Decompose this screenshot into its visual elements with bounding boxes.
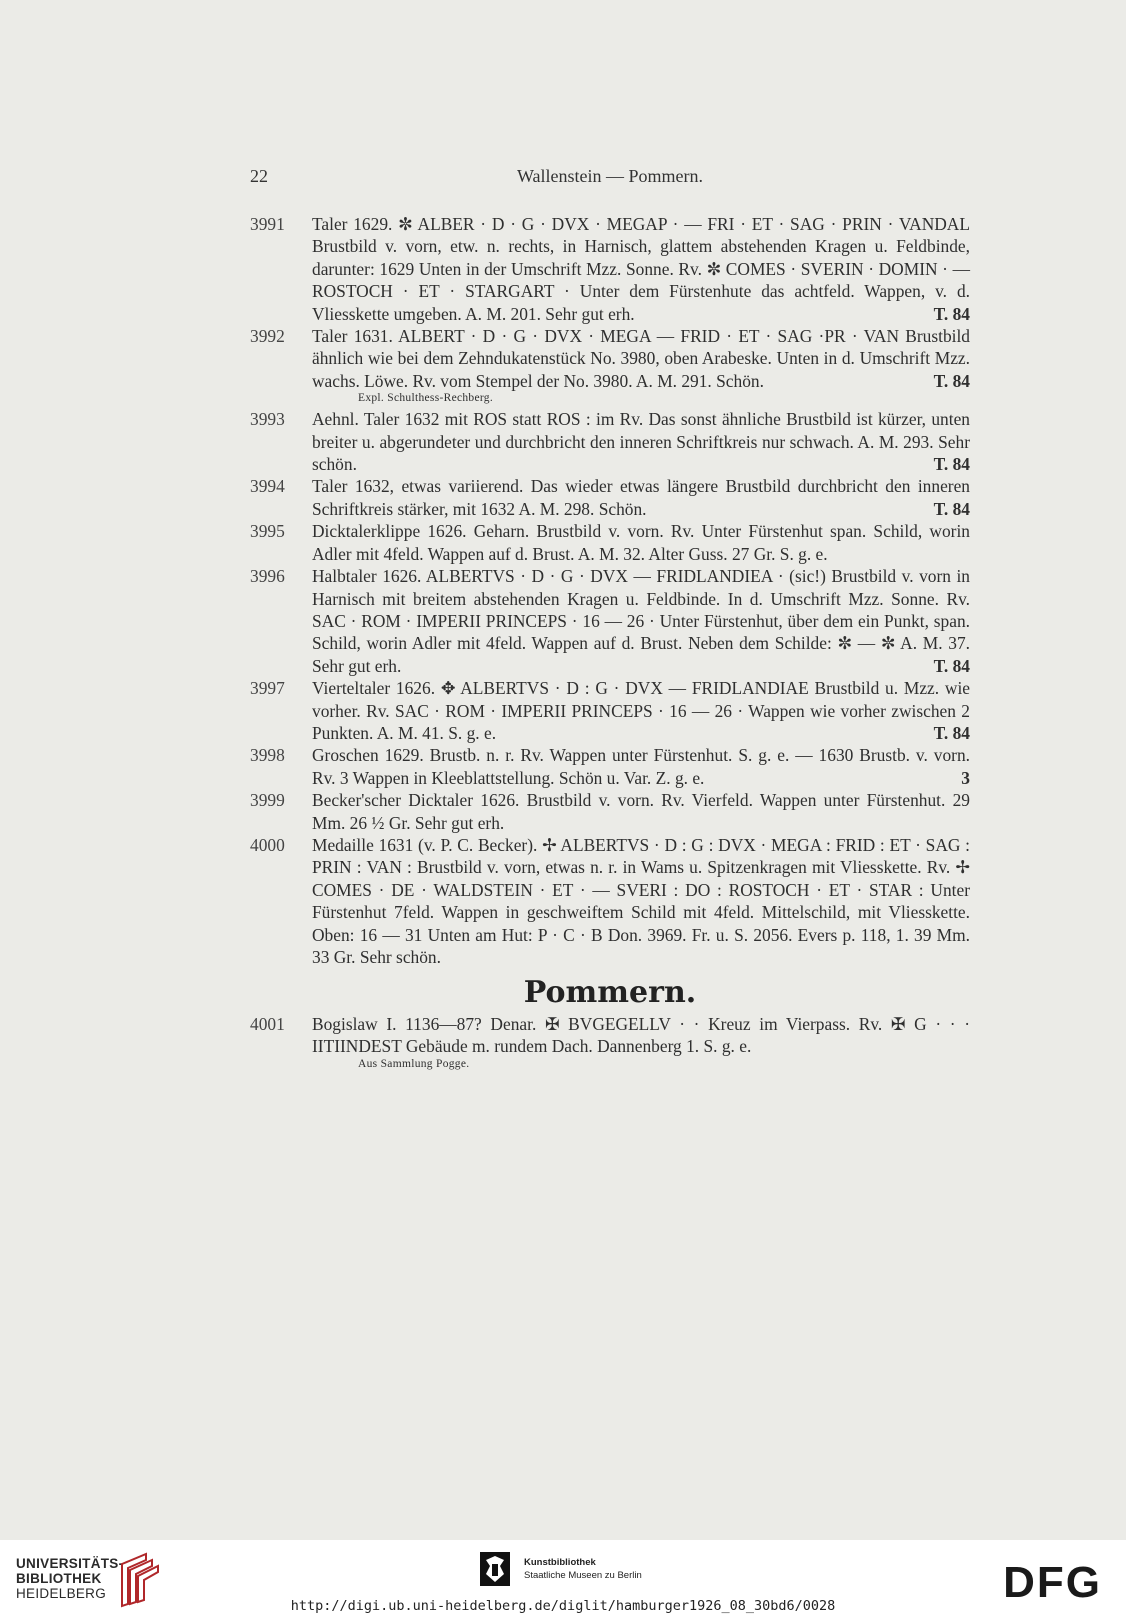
catalog-entry <box>250 677 970 744</box>
catalog-entries <box>250 213 970 1074</box>
catalog-entry <box>250 834 970 968</box>
entry-text: Becker'scher Dicktaler 1626. Brustbild v. vorn. Rv. Vierfeld. Wappen unter Fürstenhut. 29 Mm. 26 ½ Gr. Sehr gut erh. <box>312 790 970 833</box>
pommern-entry-list <box>250 1013 970 1072</box>
entry-description <box>312 744 970 789</box>
catalog-entry <box>250 520 970 565</box>
entry-text: Dicktalerklippe 1626. Geharn. Brustbild v. vorn. Rv. Unter Fürstenhut span. Schild, worin Adler mit 4feld. Wappen auf d. Brust. A. M. 32. Alter Guss. 27 Gr. S. g. e. <box>312 521 970 564</box>
entry-text: Taler 1629. ✼ ALBER · D · G · DVX · MEGAP · — FRI · ET · SAG · PRIN · VANDAL Brustbild v. vorn, etw. n. rechts, in Harnisch, glattem abstehenden Kragen u. Feldbinde, darunter: 1629 Unten in der Umschrift Mzz. Sonne. Rv. ✼ COMES · SVERIN · DOMIN · — ROSTOCH · ET · STARGART · Unter dem Fürstenhute das achtfeld. Wappen, v. d. Vliesskette umgeben. A. M. 201. Sehr gut erh. <box>312 214 970 324</box>
entry-number: 3994 <box>250 476 285 497</box>
entry-number: 3992 <box>250 326 285 347</box>
catalog-entry <box>250 213 970 325</box>
catalog-entry <box>250 744 970 789</box>
kb-line-2: Staatliche Museen zu Berlin <box>524 1570 642 1581</box>
page-number: 22 <box>250 166 268 186</box>
entry-number: 4001 <box>250 1013 285 1034</box>
provenance-note: Aus Sammlung Pogge. <box>358 1057 470 1070</box>
kb-line-1: Kunstbibliothek <box>524 1557 596 1568</box>
entry-number: 3997 <box>250 678 285 699</box>
entry-description <box>312 677 970 744</box>
uni-logo-line-2: BIBLIOTHEK <box>16 1571 102 1586</box>
catalog-entry <box>250 408 970 475</box>
catalog-entry <box>250 1013 970 1072</box>
entry-text: Taler 1632, etwas variierend. Das wieder etwas längere Brustbild durchbricht den inneren Schriftkreis stärker, mit 1632 A. M. 298. Schön. <box>312 476 970 519</box>
dfg-logo[interactable]: DFG <box>1003 1558 1102 1607</box>
entry-description <box>312 565 970 677</box>
plate-reference: T. 84 <box>933 655 970 676</box>
running-title: Wallenstein — Pommern. <box>516 166 704 186</box>
section-heading: Pommern. <box>523 975 697 1011</box>
entry-text: Halbtaler 1626. ALBERTVS · D · G · DVX — FRIDLANDIEA · (sic!) Brustbild v. vorn in Harnisch mit breitem abstehenden Kragen u. Feldbinde. In d. Umschrift Mzz. Sonne. Rv. SAC · ROM · IMPERII PRINCEPS · 16 — 26 · Unter Fürstenhut, über dem ein Punkt, span. Schild, worin Adler mit 4feld. Wappen auf d. Brust. Neben dem Schilde: ✼ — ✼ A. M. 37. Sehr gut erh. <box>312 566 970 676</box>
wallenstein-entry-list <box>250 213 970 968</box>
plate-reference: T. 84 <box>933 370 970 391</box>
entry-description <box>312 325 970 392</box>
entry-description <box>312 475 970 520</box>
entry-description <box>312 789 970 834</box>
kunstbibliothek-text <box>524 1556 642 1582</box>
eagle-icon <box>480 1552 510 1586</box>
entry-number: 4000 <box>250 834 285 855</box>
uni-logo-line-1: UNIVERSITÄTS- <box>16 1556 124 1571</box>
catalog-entry <box>250 475 970 520</box>
catalog-entry <box>250 789 970 834</box>
entry-text: Vierteltaler 1626. ✥ ALBERTVS · D : G · DVX — FRIDLANDIAE Brustbild u. Mzz. wie vorher. Rv. SAC · ROM · IMPERII PRINCEPS · 16 — 26 · Wappen wie vorher zwischen 2 Punkten. A. M. 41. S. g. e. <box>312 678 970 743</box>
entry-number: 3991 <box>250 214 285 234</box>
entry-number: 3999 <box>250 790 285 811</box>
entry-description <box>312 408 970 475</box>
plate-reference: T. 84 <box>933 303 970 324</box>
entry-number: 3993 <box>250 409 285 430</box>
entry-number: 3995 <box>250 521 285 542</box>
plate-reference: 3 <box>961 767 970 788</box>
entry-number: 3998 <box>250 745 285 766</box>
entry-description <box>312 834 970 968</box>
entry-description <box>312 213 970 325</box>
plate-reference: T. 84 <box>933 454 970 475</box>
footer-bar <box>0 1540 1126 1620</box>
catalog-entry <box>250 325 970 406</box>
document-url[interactable]: http://digi.ub.uni-heidelberg.de/diglit/hamburger1926_08_30bd6/0028 <box>290 1598 836 1614</box>
entry-text: Medaille 1631 (v. P. C. Becker). ✢ ALBERTVS · D : G : DVX · MEGA : FRID : ET · SAG : PRIN : VAN : Brustbild v. vorn, etwas n. r. in Wams u. Spitzenkragen mit Vliesskette. Rv. ✢ COMES · DE · WALDSTEIN · ET · — SVERI : DO : ROSTOCH · ET · STAR : Unter Fürstenhut 7feld. Wappen in geschweiftem Schild mit 4feld. Mittelschild, mit Vliesskette. Oben: 16 — 31 Unten am Hut: P · C · B Don. 3969. Fr. u. S. 2056. Evers p. 118, 1. 39 Mm. 33 Gr. Sehr schön. <box>312 834 970 967</box>
entry-description <box>312 520 970 565</box>
entry-text: Aehnl. Taler 1632 mit ROS statt ROS : im Rv. Das sonst ähnliche Brustbild ist kürzer, unten breiter u. abgerundeter und durchbricht den inneren Schriftkreis nur schwach. A. M. 293. Sehr schön. <box>312 409 970 475</box>
kunstbibliothek-logo[interactable] <box>480 1552 700 1596</box>
catalog-entry <box>250 565 970 677</box>
entry-text: Groschen 1629. Brustb. n. r. Rv. Wappen unter Fürstenhut. S. g. e. — 1630 Brustb. v. vorn. Rv. 3 Wappen in Kleeblattstellung. Schön u. Var. Z. g. e. <box>312 745 970 788</box>
entry-number: 3996 <box>250 566 285 587</box>
provenance-note: Expl. Schulthess-Rechberg. <box>358 392 494 405</box>
plate-reference: T. 84 <box>933 498 970 519</box>
uni-logo-line-3: HEIDELBERG <box>16 1586 107 1601</box>
entry-text: Taler 1631. ALBERT · D · G · DVX · MEGA — FRID · ET · SAG ·PR · VAN Brustbild ähnlich wie bei dem Zehndukatenstück No. 3980, oben Arabeske. Unten in d. Umschrift Mzz. wachs. Löwe. Rv. vom Stempel der No. 3980. A. M. 291. Schön. <box>312 326 970 391</box>
plate-reference: T. 84 <box>933 722 970 743</box>
entry-description <box>312 1013 970 1058</box>
entry-text: Bogislaw I. 1136—87? Denar. ✠ BVGEGELLV · · Kreuz im Vierpass. Rv. ✠ G · · · IITIINDEST Gebäude m. rundem Dach. Dannenberg 1. S. g. e. <box>312 1013 970 1057</box>
